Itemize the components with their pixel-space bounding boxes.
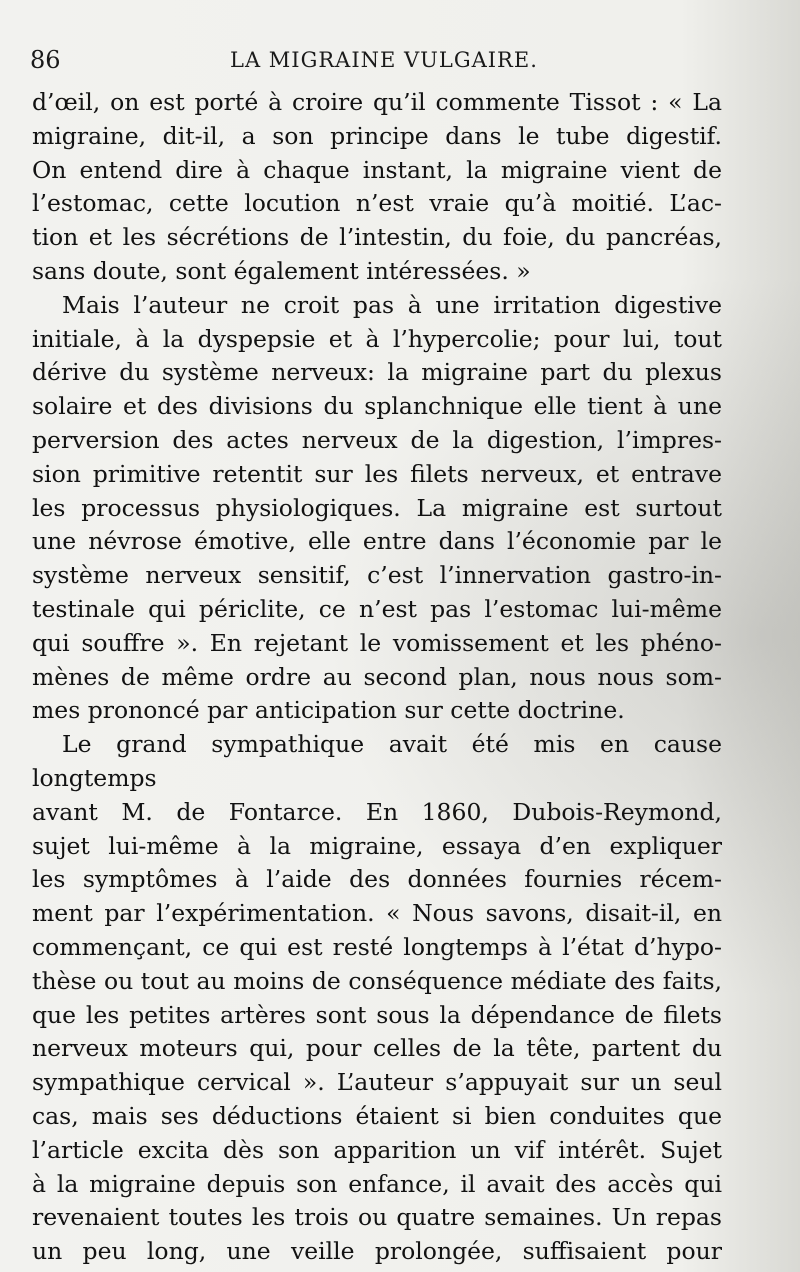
text-line: qui souffre ». En rejetant le vomissement et les phéno- [32,628,722,657]
text-line: sujet lui-même à la migraine, essaya d’en expliquer [32,831,722,860]
text-line: à la migraine depuis son enfance, il avait des accès qui [32,1169,722,1198]
text-line: commençant, ce qui est resté longtemps à l’état d’hypo- [32,932,722,961]
text-line: cas, mais ses déductions étaient si bien conduites que [32,1101,722,1130]
text-line: solaire et des divisions du splanchnique elle tient à une [32,392,722,421]
text-line: dérive du système nerveux: la migraine part du plexus [32,358,722,387]
text-line: l’article excita dès son apparition un vif intérêt. Sujet [32,1135,722,1164]
text-line: mènes de même ordre au second plan, nous nous som- [32,662,722,691]
text-line: ment par l’expérimentation. « Nous savons, disait-il, en [32,899,722,928]
text-line: un peu long, une veille prolongée, suffisaient pour [32,1237,722,1266]
text-line: que les petites artères sont sous la dépendance de filets [32,1000,722,1029]
text-line: sympathique cervical ». L’auteur s’appuyait sur un seul [32,1068,722,1097]
text-line: les processus physiologiques. La migraine est surtout [32,493,722,522]
text-line: migraine, dit-il, a son principe dans le tube digestif. [32,121,722,150]
text-line: les symptômes à l’aide des données fournies récem- [32,865,722,894]
running-title: LA MIGRAINE VULGAIRE. [230,48,538,72]
text-line: tion et les sécrétions de l’intestin, du foie, du pancréas, [32,223,722,252]
text-line: perversion des actes nerveux de la digestion, l’impres- [32,425,722,454]
text-line: sion primitive retentit sur les filets nerveux, et entrave [32,459,722,488]
text-line: mes prononcé par anticipation sur cette doctrine. [32,696,625,725]
page-number: 86 [30,46,61,74]
text-line: sans doute, sont également intéressées. » [32,256,531,285]
text-line: Mais l’auteur ne croit pas à une irritation digestive [62,290,722,319]
text-line: On entend dire à chaque instant, la migraine vient de [32,155,722,184]
running-head [30,42,730,78]
text-line: d’œil, on est porté à croire qu’il commente Tissot : « La [32,88,722,116]
text-line: une névrose émotive, elle entre dans l’économie par le [32,527,722,556]
body-text [32,86,722,1269]
text-line: Le grand sympathique avait été mis en cause longtemps [32,730,722,792]
text-line: thèse ou tout au moins de conséquence médiate des faits, [32,966,722,995]
text-line: revenaient toutes les trois ou quatre semaines. Un repas [32,1203,722,1232]
text-line: l’estomac, cette locution n’est vraie qu’à moitié. L’ac- [32,189,722,218]
text-line: nerveux moteurs qui, pour celles de la tête, partent du [32,1034,722,1063]
text-line: testinale qui périclite, ce n’est pas l’estomac lui-même [32,594,722,623]
text-line: système nerveux sensitif, c’est l’innervation gastro-in- [32,561,722,590]
text-line: avant M. de Fontarce. En 1860, Dubois-Reymond, [32,797,722,826]
text-line: initiale, à la dyspepsie et à l’hypercolie; pour lui, tout [32,324,722,353]
